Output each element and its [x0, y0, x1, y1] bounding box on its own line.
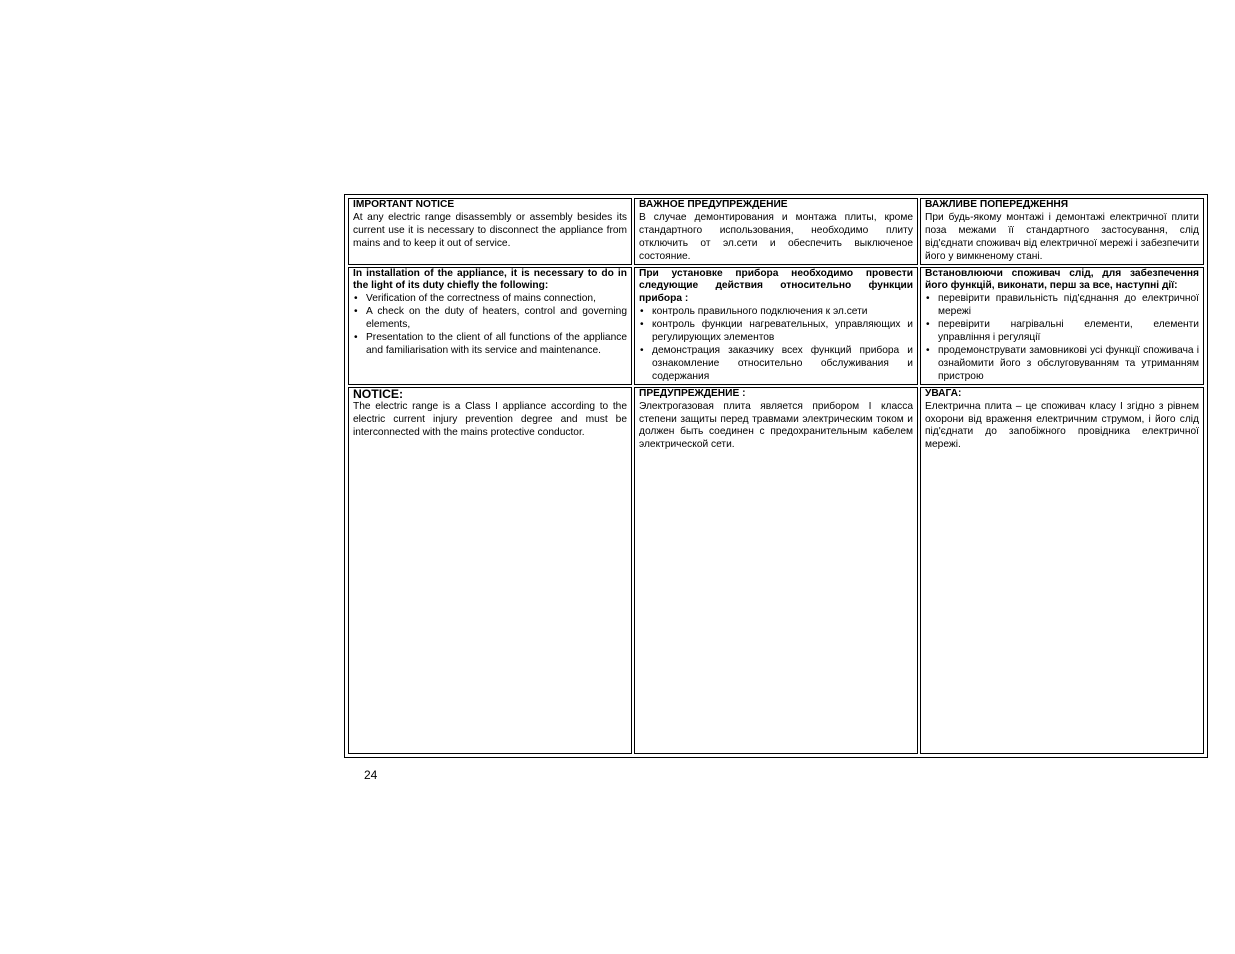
notice-text: The electric range is a Class I appliance according to the electric current injury prevention degree and must be interconnected with the mains protective conductor. — [353, 400, 627, 438]
installation-ru — [634, 267, 918, 385]
list-item: • A check on the duty of heaters, control and governing elements, — [353, 306, 627, 332]
important-notice-en — [348, 198, 632, 265]
list-item: • перевірити правильність під'єднання до електричної мережі — [925, 293, 1199, 319]
installation-list — [353, 293, 627, 358]
notice-heading: УВАГА: — [925, 387, 962, 399]
installation-en — [348, 267, 632, 385]
list-item: • демонстрация заказчику всех функций прибора и ознакомление относительно обслуживания и содержания — [639, 345, 913, 384]
notice-ru — [634, 387, 918, 754]
important-notice-heading: ВАЖНОЕ ПРЕДУПРЕЖДЕНИЕ — [639, 199, 788, 210]
important-notice-text: При будь-якому монтажі і демонтажі електричної плити поза межами її стандартного застосування, слід від'єднати споживач від електричної мережі і забезпечити його у вимкненому стані. — [925, 211, 1200, 262]
installation-list — [639, 306, 913, 383]
important-notice-text: At any electric range disassembly or assembly besides its current use it is necessary to disconnect the appliance from mains and to keep it out of service. — [353, 211, 627, 249]
notice-heading: NOTICE: — [353, 386, 404, 401]
important-notice-text: В случае демонтирования и монтажа плиты, кроме стандартного использования, необходимо плиту отключить от эл.сети и обеспечить выключеное состояние. — [639, 211, 913, 262]
installation-heading: Встановлюючи споживач слід, для забезпечення його функцій, виконати, перш за все, наступні дії: — [925, 267, 1199, 292]
document-table-frame — [344, 194, 1208, 758]
page-number: 24 — [364, 768, 378, 782]
important-notice-heading: ВАЖЛИВЕ ПОПЕРЕДЖЕННЯ — [925, 199, 1069, 210]
notice-row — [348, 387, 1204, 754]
important-notice-ru — [634, 198, 918, 265]
list-item: • Presentation to the client of all functions of the appliance and familiarisation with its service and maintenance. — [353, 332, 627, 358]
installation-list — [925, 293, 1199, 383]
notice-en — [348, 387, 632, 754]
important-notice-row — [348, 198, 1204, 265]
trilingual-notice-table — [346, 196, 1206, 756]
list-item: • контроль функции нагревательных, управляющих и регулирующих элементов — [639, 319, 913, 345]
important-notice-uk — [920, 198, 1204, 265]
list-item: • перевірити нагрівальні елементи, елементи управління і регуляції — [925, 319, 1199, 345]
installation-heading: При установке прибора необходимо провести следующие действия относительно функции прибора : — [639, 267, 913, 305]
installation-heading: In installation of the appliance, it is necessary to do in the light of its duty chiefly the following: — [353, 267, 627, 292]
notice-heading: ПРЕДУПРЕЖДЕНИЕ : — [639, 387, 746, 399]
installation-uk — [920, 267, 1204, 385]
list-item: • контроль правильного подключения к эл.сети — [639, 306, 913, 319]
notice-uk — [920, 387, 1204, 754]
important-notice-heading: IMPORTANT NOTICE — [353, 199, 455, 210]
list-item: • продемонструвати замовникові усі функції споживача і ознайомити його з обслуговуванням та утриманням пристрою — [925, 345, 1199, 384]
installation-row — [348, 267, 1204, 385]
notice-text: Электрогазовая плита является прибором I класса степени защиты перед травмами электрическим током и должен быть соединен с предохранительным кабелем электрической сети. — [639, 400, 913, 451]
notice-text: Електрична плита – це споживач класу I згідно з рівнем охорони від враження електричним струмом, і його слід під'єднати до запобіжного провідника електричної мережі. — [925, 400, 1199, 451]
list-item: • Verification of the correctness of mains connection, — [353, 293, 627, 306]
